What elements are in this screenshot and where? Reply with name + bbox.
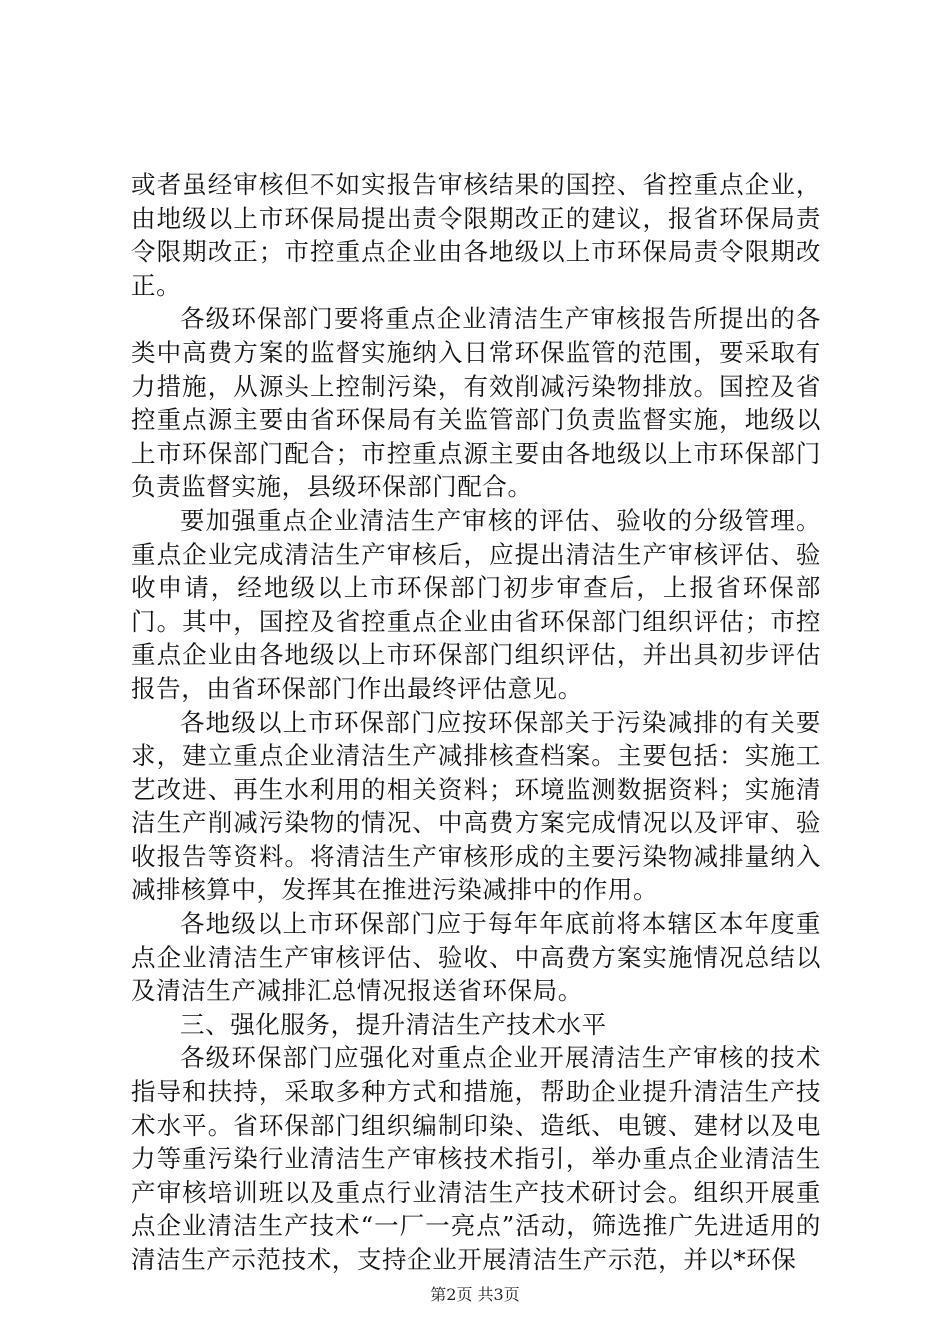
document-body: [131, 168, 821, 1277]
section-heading: 三、强化服务，提升清洁生产技术水平: [180, 1009, 607, 1039]
paragraph-2: 各级环保部门要将重点企业清洁生产审核报告所提出的各类中高费方案的监督实施纳入日常环保监管的范围，要采取有力措施，从源头上控制污染，有效削减污染物排放。国控及省控重点源主要由省环保局有关监管部门负责监督实施，地级以上市环保部门配合；市控重点源主要由各地级以上市环保部门负责监督实施，县级环保部门配合。: [131, 304, 821, 502]
paragraph-1: 或者虽经审核但不如实报告审核结果的国控、省控重点企业，由地级以上市环保局提出责令限期改正的建议，报省环保局责令限期改正；市控重点企业由各地级以上市环保局责令限期改正。: [131, 170, 821, 300]
paragraph-4: 各地级以上市环保部门应按环保部关于污染减排的有关要求，建立重点企业清洁生产减排核查档案。主要包括：实施工艺改进、再生水利用的相关资料；环境监测数据资料；实施清洁生产削减污染物的情况、中高费方案完成情况以及评审、验收报告等资料。将清洁生产审核形成的主要污染物减排量纳入减排核算中，发挥其在推进污染减排中的作用。: [131, 707, 821, 905]
paragraph-6: 各级环保部门应强化对重点企业开展清洁生产审核的技术指导和扶持，采取多种方式和措施，帮助企业提升清洁生产技术水平。省环保部门组织编制印染、造纸、电镀、建材以及电力等重污染行业清洁生产审核技术指引，举办重点企业清洁生产审核培训班以及重点行业清洁生产技术研讨会。组织开展重点企业清洁生产技术“一厂一亮点”活动，筛选推广先进适用的清洁生产示范技术，支持企业开展清洁生产示范，并以*环保: [131, 1043, 821, 1274]
paragraph-5: 各地级以上市环保部门应于每年年底前将本辖区本年度重点企业清洁生产审核评估、验收、中高费方案实施情况总结以及清洁生产减排汇总情况报送省环保局。: [131, 909, 821, 1006]
paragraph-3: 要加强重点企业清洁生产审核的评估、验收的分级管理。重点企业完成清洁生产审核后，应提出清洁生产审核评估、验收申请，经地级以上市环保部门初步审查后，上报省环保部门。其中，国控及省控重点企业由省环保部门组织评估；市控重点企业由各地级以上市环保部门组织评估，并出具初步评估报告，由省环保部门作出最终评估意见。: [131, 505, 821, 703]
page-number-footer: 第2页 共3页: [430, 1285, 520, 1304]
